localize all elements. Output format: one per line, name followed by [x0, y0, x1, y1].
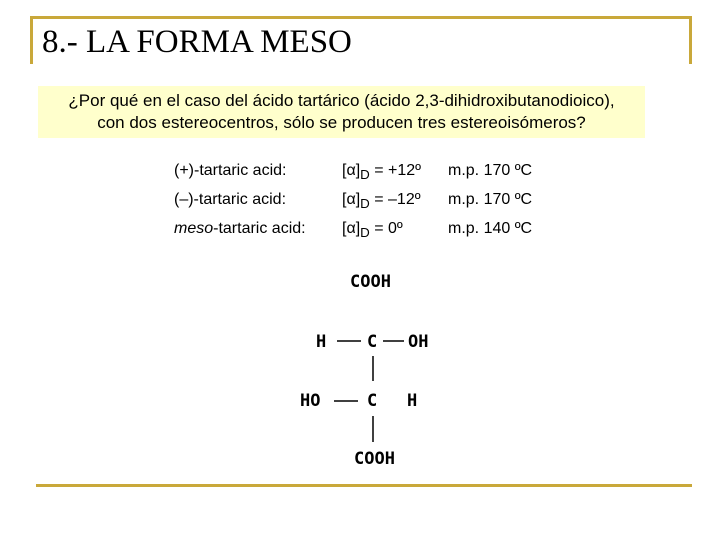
question-line-1: ¿Por qué en el caso del ácido tartárico (ácido 2,3-dihidroxibutanodioico),	[68, 91, 615, 110]
compound-name: meso-tartaric acid:	[174, 220, 306, 237]
formula-top-group: COOH	[350, 272, 391, 292]
specific-rotation: $[\alpha]_D$ = –12º	[342, 191, 421, 212]
compound-name: (–)-tartaric acid:	[174, 191, 287, 208]
specific-rotation: $[\alpha]_D$ = 0º	[342, 220, 403, 241]
compound-name: (+)-tartaric acid:	[174, 162, 287, 179]
formula-c3-right: H	[407, 391, 418, 411]
question-line-2: con dos estereocentros, sólo se producen tres estereoisómeros?	[97, 113, 586, 132]
specific-rotation: $[\alpha]_D$ = +12º	[342, 162, 421, 183]
formula-c3-left: HO	[300, 391, 321, 411]
formula-c2-left: H	[316, 332, 327, 352]
formula-c2-right: OH	[408, 332, 429, 352]
formula-bottom-group: COOH	[354, 449, 395, 469]
slide-title: 8.- LA FORMA MESO	[42, 24, 352, 60]
melting-point: m.p. 140 ºC	[448, 220, 533, 237]
formula-c3-center: C	[367, 391, 378, 411]
formula-c2-center: C	[367, 332, 378, 352]
melting-point: m.p. 170 ºC	[448, 162, 533, 179]
melting-point: m.p. 170 ºC	[448, 191, 533, 208]
